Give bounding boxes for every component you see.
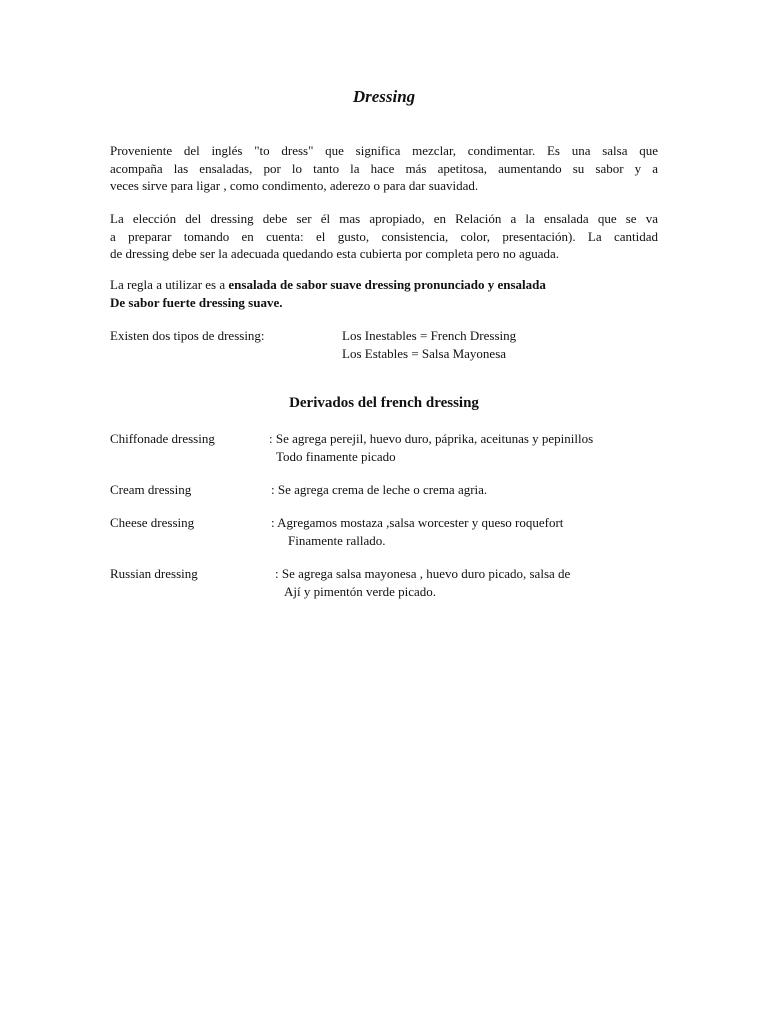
derivative-name: Chiffonade dressing xyxy=(110,431,215,446)
type-item: Los Estables = Salsa Mayonesa xyxy=(342,345,507,361)
derivative-description xyxy=(275,565,570,600)
rule-paragraph xyxy=(110,276,546,311)
document-title: Dressing xyxy=(352,87,416,106)
derivative-name: Cream dressing xyxy=(110,482,192,497)
paragraph-line: La elección del dressing debe ser él mas apropiado, en Relación a la ensalada que se va xyxy=(110,211,658,226)
paragraph-line: veces sirve para ligar , como condimento, aderezo o para dar suavidad. xyxy=(110,178,479,193)
derivative-name: Russian dressing xyxy=(110,566,198,581)
paragraph-line: de dressing debe ser la adecuada quedando esta cubierta por completa pero no aguada. xyxy=(110,246,560,261)
derivative-line: Finamente rallado. xyxy=(288,532,386,548)
types-label: Existen dos tipos de dressing: xyxy=(110,328,265,343)
paragraph-line: acompaña las ensaladas, por lo tanto la hace más apetitosa, aumentando su sabor y a xyxy=(110,160,658,176)
paragraph-line: a preparar tomando en cuenta: el gusto, consistencia, color, presentación). La cantidad xyxy=(110,228,658,244)
derivative-line: : Se agrega perejil, huevo duro, páprika, aceitunas y pepinillos xyxy=(269,431,594,446)
derivative-description xyxy=(271,514,563,549)
rule-bold-text: De sabor fuerte dressing suave. xyxy=(110,294,283,310)
derivative-name: Cheese dressing xyxy=(110,515,195,530)
rule-prefix: La regla a utilizar es a xyxy=(110,277,229,292)
type-item: Los Inestables = French Dressing xyxy=(342,328,517,343)
derivative-line: : Agregamos mostaza ,salsa worcester y queso roquefort xyxy=(271,515,564,530)
paragraph-line: Proveniente del inglés "to dress" que significa mezclar, condimentar. Es una salsa que xyxy=(110,143,658,158)
derivative-line: : Se agrega salsa mayonesa , huevo duro picado, salsa de xyxy=(275,566,571,581)
rule-bold-text: ensalada de sabor suave dressing pronunciado y ensalada xyxy=(228,277,546,292)
intro-paragraph xyxy=(110,142,658,195)
selection-paragraph xyxy=(110,210,658,263)
derivative-line: Todo finamente picado xyxy=(276,448,396,464)
types-list xyxy=(342,327,516,362)
derivative-description xyxy=(271,481,487,499)
derivative-description xyxy=(269,430,593,465)
derivative-line: Ají y pimentón verde picado. xyxy=(284,583,436,599)
derivative-line: : Se agrega crema de leche o crema agria. xyxy=(271,482,488,497)
section-subtitle: Derivados del french dressing xyxy=(289,395,479,411)
